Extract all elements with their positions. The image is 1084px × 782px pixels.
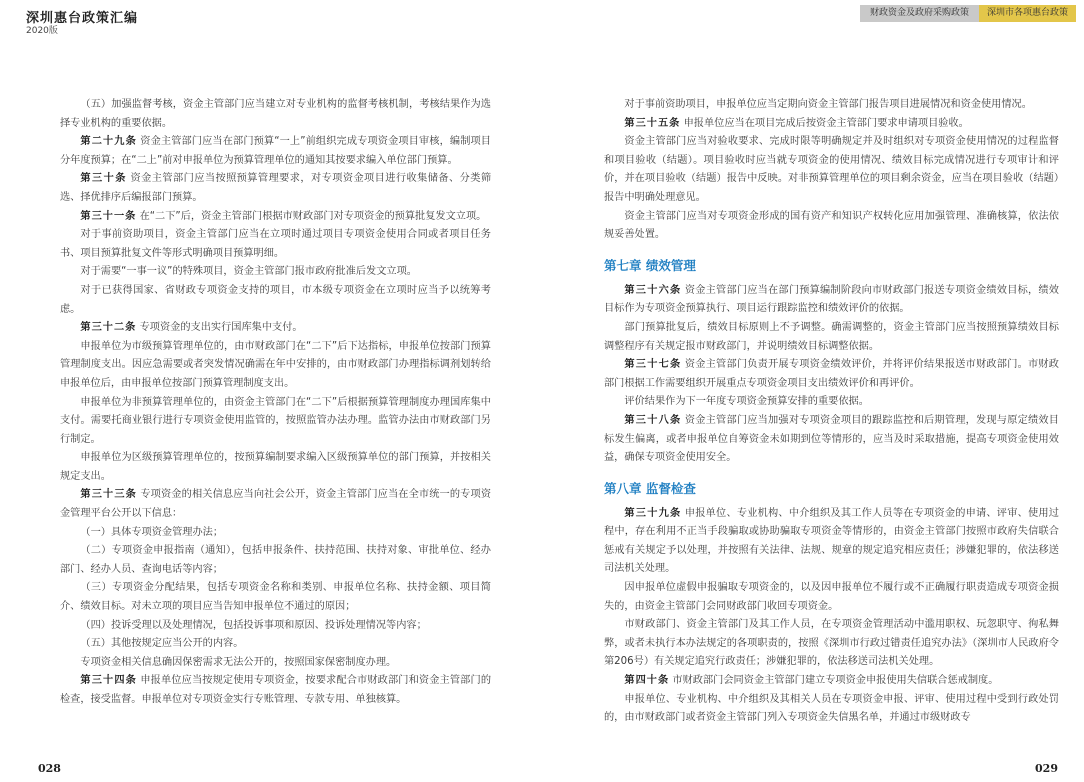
paragraph [604,393,1059,412]
paragraph-text: 资金主管部门应当对验收要求、完成时限等明确规定并及时组织对专项资金使用情况的过程监督和项目验收（结题）。项目验收时应当就专项资金的使用情况、绩效目标完成情况进行专项审计和评价，并在项目验收（结题）报告中反映。对非预算管理单位的项目剩余资金，应当在项目验收（结题）报告中明确处理意见。 [604,136,1059,203]
paragraph [60,449,491,486]
paragraph [60,654,491,673]
paragraph [60,579,491,616]
paragraph [60,282,491,319]
paragraph-text: 申报单位、专业机构、中介组织及其工作人员等在专项资金的申请、评审、使用过程中，存在利用不正当手段骗取或协助骗取专项资金等情形的，由资金主管部门按照市政府失信联合惩戒有关规定予以处理，并按照有关法律、法规、规章的规定追究相应责任；涉嫌犯罪的，依法移送司法机关处理。 [604,507,1059,575]
paragraph [604,208,1059,245]
paragraph [604,133,1059,207]
paragraph-text: （三）专项资金分配结果，包括专项资金名称和类别、申报单位名称、扶持金额、项目简介、绩效目标。对未立项的项目应当告知申报单位不通过的原因； [60,582,491,613]
page-number-left: 028 [38,762,61,775]
page-number-right: 029 [1035,762,1058,775]
paragraph [60,263,491,282]
paragraph-text: 对于已获得国家、省财政专项资金支持的项目，市本级专项资金在立项时应当予以统筹考虑。 [60,284,491,315]
paragraph-text: 对于需要“一事一议”的特殊项目，资金主管部门报市政府批准后发文立项。 [80,266,417,278]
paragraph-text: （四）投诉受理以及处理情况，包括投诉事项和原因、投诉处理情况等内容； [80,619,427,631]
paragraph-text: 专项资金相关信息确因保密需求无法公开的，按照国家保密制度办理。 [80,656,397,668]
paragraph [604,505,1059,579]
paragraph-text: 资金主管部门应当加强对专项资金项目的跟踪监控和后期管理，发现与原定绩效目标发生偏离，或者申报单位自筹资金未如期到位等情形的，应当及时采取措施，提高专项资金使用效益，确保专项资金使用安全。 [604,414,1059,464]
left-column [60,96,491,710]
header-year: 2020版 [26,26,58,36]
paragraph-text: （五）加强监督考核，资金主管部门应当建立对专业机构的监督考核机制，考核结果作为选择专业机构的重要依据。 [60,99,491,129]
paragraph [60,133,491,170]
paragraph-text: 评价结果作为下一年度专项资金预算安排的重要依据。 [624,396,869,408]
paragraph-text: 在“二下”后，资金主管部门根据市财政部门对专项资金的预算批复发文立项。 [139,210,487,222]
chapter-heading: 第七章 绩效管理 [604,257,696,273]
article-label: 第三十条 [80,173,127,185]
article-label: 第三十七条 [624,359,682,371]
paragraph [60,635,491,654]
paragraph-text: 资金主管部门应当按照预算管理要求，对专项资金项目进行收集储备、分类筛选、择优排序后编报部门预算。 [60,173,492,203]
paragraph [60,672,491,709]
paragraph [60,524,491,543]
paragraph-text: 对于事前资助项目，申报单位应当定期向资金主管部门报告项目进展情况和资金使用情况。 [624,99,1032,110]
article-label: 第三十二条 [80,322,137,334]
paragraph-text: 申报单位应当按规定使用专项资金，按要求配合市财政部门和资金主管部门的检查，接受监督。申报单位对专项资金实行专账管理、专款专用、单独核算。 [60,675,492,705]
paragraph [604,115,1059,134]
paragraph-text: （五）其他按规定应当公开的内容。 [80,638,244,650]
paragraph [60,226,491,263]
article-label: 第四十条 [624,675,670,687]
paragraph [60,208,491,227]
article-label: 第三十八条 [624,414,682,426]
paragraph-text: 资金主管部门应当在部门预算“一上”前组织完成专项资金项目审核，编制项目分年度预算；在“二上”前对申报单位为预算管理单位的通知其按要求编入单位部门预算。 [60,136,491,166]
paragraph [604,672,1059,691]
paragraph-text: 对于事前资助项目，资金主管部门应当在立项时通过项目专项资金使用合同或者项目任务书、项目预算批复文件等形式明确项目预算明细。 [60,229,491,259]
paragraph [604,319,1059,356]
paragraph [60,542,491,579]
article-label: 第三十四条 [80,675,137,687]
tab-fiscal-funds-policy[interactable]: 财政资金及政府采购政策 [860,5,979,22]
paragraph [60,394,491,450]
tab-shenzhen-taiwan-policy[interactable]: 深圳市各项惠台政策 [979,5,1076,22]
paragraph [60,617,491,636]
article-label: 第三十六条 [624,284,682,296]
right-column [604,96,1059,728]
chapter-heading: 第八章 监督检查 [604,480,696,496]
paragraph-text: 专项资金的相关信息应当向社会公开，资金主管部门应当在全市统一的专项资金管理平台公开以下信息： [60,489,492,520]
paragraph [604,96,1059,115]
paragraph-text: 市财政部门会同资金主管部门建立专项资金申报使用失信联合惩戒制度。 [672,675,999,687]
paragraph-text: 申报单位、专业机构、中介组织及其相关人员在专项资金申报、评审、使用过程中受到行政处罚的，由市财政部门或者资金主管部门列入专项资金失信黑名单，并通过市级财政专 [604,693,1059,724]
paragraph-text: 申报单位为非预算管理单位的，由资金主管部门在“二下”后根据预算管理制度办理国库集中支付。需要托商业银行进行专项资金使用监管的，按照监管办法办理。监管办法由市财政部门另行制定。 [60,396,491,445]
article-label: 第三十一条 [80,210,137,222]
paragraph [604,616,1059,672]
paragraph-text: 申报单位为市级预算管理单位的，由市财政部门在“二下”后下达指标，申报单位按部门预算管理制度支出。因应急需要或者突发情况确需在年中安排的，由市财政部门办理指标调剂划转给申报单位后，由申报单位按部门预算管理制度支出。 [60,340,491,389]
paragraph [604,282,1059,319]
paragraph [604,412,1059,468]
paragraph-text: 市财政部门、资金主管部门及其工作人员，在专项资金管理活动中滥用职权、玩忽职守、徇私舞弊，或者未执行本办法规定的各项职责的，按照《深圳市行政过错责任追究办法》（深圳市人民政府令第206号）有关规定追究行政责任；涉嫌犯罪的，依法移送司法机关处理。 [604,619,1059,668]
paragraph-text: 申报单位应当在项目完成后按资金主管部门要求申请项目验收。 [683,117,969,129]
paragraph-text: 资金主管部门应当在部门预算编制阶段向市财政部门报送专项资金绩效目标，绩效目标作为专项资金预算执行、项目运行跟踪监控和绩效评价的依据。 [604,284,1059,315]
article-label: 第三十五条 [624,117,681,129]
header-title: 深圳惠台政策汇编 [26,11,139,26]
header-tabs [860,5,1076,22]
paragraph [604,356,1059,393]
paragraph-text: （一）具体专项资金管理办法； [80,526,224,538]
paragraph-text: 部门预算批复后，绩效目标原则上不予调整。确需调整的，资金主管部门应当按照预算绩效目标调整程序有关规定报市财政部门，并说明绩效目标调整依据。 [604,321,1059,352]
paragraph [60,486,491,523]
paragraph-text: （二）专项资金申报指南（通知），包括申报条件、扶持范围、扶持对象、审批单位、经办部门、经办人员、查询电话等内容； [60,545,491,575]
paragraph-text: 专项资金的支出实行国库集中支付。 [139,322,303,334]
paragraph [60,338,491,394]
paragraph [60,319,491,338]
article-label: 第三十三条 [80,489,137,501]
paragraph-text: 资金主管部门负责开展专项资金绩效评价，并将评价结果报送市财政部门。市财政部门根据工作需要组织开展重点专项资金项目支出绩效评价和再评价。 [604,359,1059,389]
article-label: 第二十九条 [80,136,137,148]
paragraph [60,96,491,133]
paragraph [604,691,1059,728]
paragraph [60,170,491,207]
paragraph [604,579,1059,616]
paragraph-text: 因申报单位虚假申报骗取专项资金的，以及因申报单位不履行或不正确履行职责造成专项资金损失的，由资金主管部门会同财政部门收回专项资金。 [604,582,1059,612]
article-label: 第三十九条 [624,507,682,519]
paragraph-text: 资金主管部门应当对专项资金形成的国有资产和知识产权转化应用加强管理、准确核算，依法依规妥善处置。 [604,210,1059,241]
paragraph-text: 申报单位为区级预算管理单位的，按预算编制要求编入区级预算单位的部门预算，并按相关规定支出。 [60,452,491,482]
